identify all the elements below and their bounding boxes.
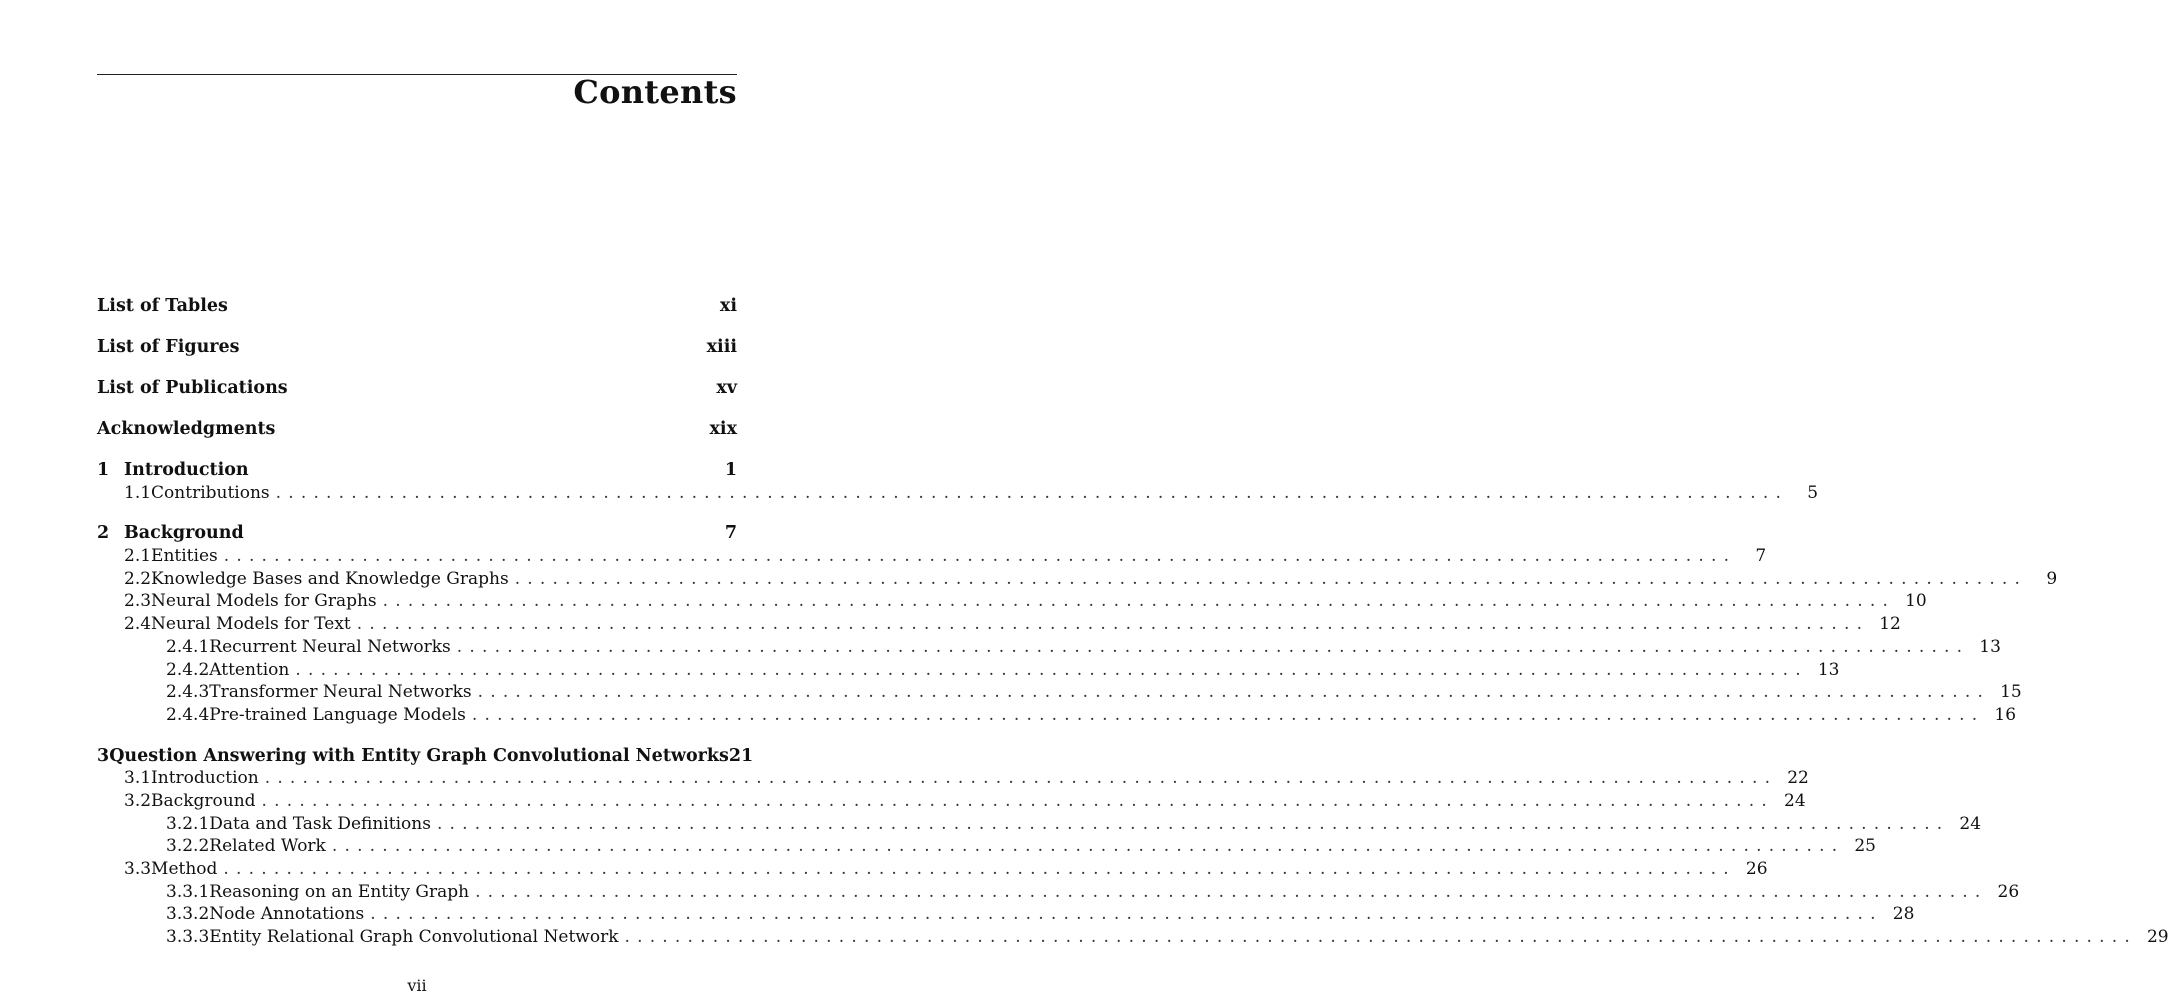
dot-leader: ........................................................................................................................: [275, 482, 1789, 503]
toc-subsection-3-2-2[interactable]: [97, 836, 1876, 859]
chapter-number: 2: [97, 523, 110, 544]
subsection-title: Related Work: [209, 836, 326, 857]
toc-chapter-3[interactable]: [97, 745, 754, 769]
dot-leader: ........................................................................................................................: [223, 546, 1737, 567]
dot-leader: ........................................................................................................................: [356, 614, 1870, 635]
subsection-title: Pre-trained Language Models: [209, 704, 466, 725]
section-title: Neural Models for Text: [151, 614, 351, 635]
dot-leader: ........................................................................................................................: [382, 591, 1896, 612]
section-page: 24: [1784, 790, 1806, 811]
toc-subsection-2-4-2[interactable]: [97, 659, 1840, 683]
toc-subsection-3-3-2[interactable]: [97, 904, 1915, 927]
toc-subsection-2-4-3[interactable]: [97, 682, 2022, 705]
section-number: 3.1: [124, 768, 152, 789]
dot-leader: ........................................................................................................................: [223, 859, 1736, 879]
toc-entry-list-of-tables[interactable]: [97, 296, 737, 337]
section-number: 1.1: [124, 482, 152, 503]
toc-entry-label: List of Publications: [97, 378, 288, 398]
toc-section-2-1[interactable]: [97, 546, 1767, 569]
toc-section-2-2[interactable]: [97, 568, 2058, 592]
dot-leader: ........................................................................................................................: [477, 682, 1991, 703]
subsection-number: 3.2.2: [166, 836, 210, 857]
subsection-number: 3.3.3: [166, 927, 210, 948]
toc-entry-list-of-figures[interactable]: [97, 337, 737, 378]
dot-leader: ........................................................................................................................: [264, 768, 1778, 789]
toc-subsection-3-2-1[interactable]: [97, 813, 1982, 837]
subsection-number: 3.3.1: [166, 881, 210, 902]
toc-subsection-3-3-1[interactable]: [97, 881, 2020, 905]
dot-leader: ........................................................................................................................: [514, 568, 2028, 589]
section-number: 2.2: [124, 568, 152, 589]
chapter-page: 7: [724, 523, 737, 544]
subsection-page: 29: [2146, 927, 2169, 948]
section-page: 22: [1787, 768, 1809, 789]
toc-chapter-1[interactable]: [97, 460, 737, 483]
section-page: 26: [1745, 859, 1768, 879]
subsection-number: 3.3.2: [166, 904, 210, 925]
section-page: 12: [1879, 614, 1901, 635]
section-title: Knowledge Bases and Knowledge Graphs: [151, 568, 509, 589]
toc-entry-label: List of Tables: [97, 296, 228, 316]
toc-subsection-3-3-3[interactable]: [97, 927, 2169, 950]
subsection-number: 3.2.1: [166, 813, 210, 834]
toc-entry-page: xi: [719, 296, 737, 316]
section-number: 2.1: [124, 546, 152, 567]
section-page: 7: [1755, 546, 1767, 567]
subsection-title: Attention: [209, 659, 290, 680]
subsection-page: 24: [1959, 813, 1982, 834]
chapter-page: 1: [724, 460, 737, 480]
section-title: Neural Models for Graphs: [151, 591, 377, 612]
section-title: Contributions: [151, 482, 270, 503]
page-title: Contents: [573, 73, 737, 111]
section-number: 3.2: [124, 790, 152, 811]
subsection-page: 13: [1817, 659, 1840, 680]
chapter-title: Introduction: [124, 460, 249, 480]
subsection-title: Entity Relational Graph Convolutional Network: [209, 927, 619, 948]
chapter-title: Question Answering with Entity Graph Convolutional Networks: [109, 745, 729, 766]
section-number: 2.3: [124, 591, 152, 612]
subsection-number: 2.4.4: [166, 704, 210, 725]
subsection-page: 28: [1892, 904, 1915, 925]
toc-entry-label: List of Figures: [97, 337, 240, 357]
toc-section-3-1[interactable]: [97, 768, 1809, 791]
toc-entry-page: xix: [709, 419, 737, 439]
table-of-contents: [97, 296, 2169, 950]
section-number: 2.4: [124, 614, 152, 635]
dot-leader: ........................................................................................................................: [295, 659, 1808, 680]
subsection-title: Transformer Neural Networks: [209, 682, 472, 703]
section-number: 3.3: [124, 859, 152, 879]
toc-section-3-3[interactable]: [97, 859, 1768, 882]
chapter-number: 3: [97, 745, 110, 766]
subsection-number: 2.4.1: [166, 636, 210, 657]
section-title: Entities: [151, 546, 218, 567]
section-page: 9: [2046, 568, 2058, 589]
chapter-number: 1: [97, 460, 110, 480]
toc-entry-list-of-publications[interactable]: [97, 378, 737, 419]
page-number: vii: [407, 976, 427, 995]
section-page: 5: [1807, 482, 1819, 503]
toc-entry-label: Acknowledgments: [97, 419, 276, 439]
subsection-number: 2.4.2: [166, 659, 210, 680]
toc-subsection-2-4-4[interactable]: [97, 704, 2017, 728]
dot-leader: ........................................................................................................................: [261, 790, 1774, 811]
dot-leader: ........................................................................................................................: [471, 704, 1985, 725]
section-title: Background: [151, 790, 256, 811]
dot-leader: ........................................................................................................................: [475, 881, 1988, 902]
chapter-page: 21: [728, 745, 754, 766]
subsection-page: 16: [1994, 704, 2017, 725]
toc-chapter-2[interactable]: [97, 523, 737, 546]
chapter-title: Background: [124, 523, 244, 544]
dot-leader: ........................................................................................................................: [436, 813, 1950, 834]
subsection-title: Reasoning on an Entity Graph: [209, 881, 470, 902]
dot-leader: ........................................................................................................................: [331, 836, 1845, 857]
dot-leader: ........................................................................................................................: [456, 636, 1970, 657]
section-title: Introduction: [151, 768, 259, 789]
toc-section-3-2[interactable]: [97, 790, 1806, 814]
subsection-page: 26: [1997, 881, 2020, 902]
toc-section-2-4[interactable]: [97, 614, 1901, 637]
subsection-number: 2.4.3: [166, 682, 210, 703]
subsection-title: Recurrent Neural Networks: [209, 636, 451, 657]
subsection-title: Data and Task Definitions: [209, 813, 431, 834]
subsection-page: 13: [1979, 636, 2001, 657]
dot-leader: ........................................................................................................................: [370, 904, 1883, 925]
section-page: 10: [1905, 591, 1927, 612]
toc-section-2-3[interactable]: [97, 591, 1927, 614]
dot-leader: ........................................................................................................................: [624, 927, 2137, 948]
subsection-page: 15: [2000, 682, 2022, 703]
subsection-title: Node Annotations: [209, 904, 365, 925]
toc-subsection-2-4-1[interactable]: [97, 636, 2001, 660]
toc-entry-page: xiii: [706, 337, 737, 357]
toc-entry-acknowledgments[interactable]: [97, 419, 737, 460]
toc-entry-page: xv: [716, 378, 737, 398]
subsection-page: 25: [1854, 836, 1876, 857]
toc-section-1-1[interactable]: [97, 482, 1819, 506]
section-title: Method: [151, 859, 218, 879]
